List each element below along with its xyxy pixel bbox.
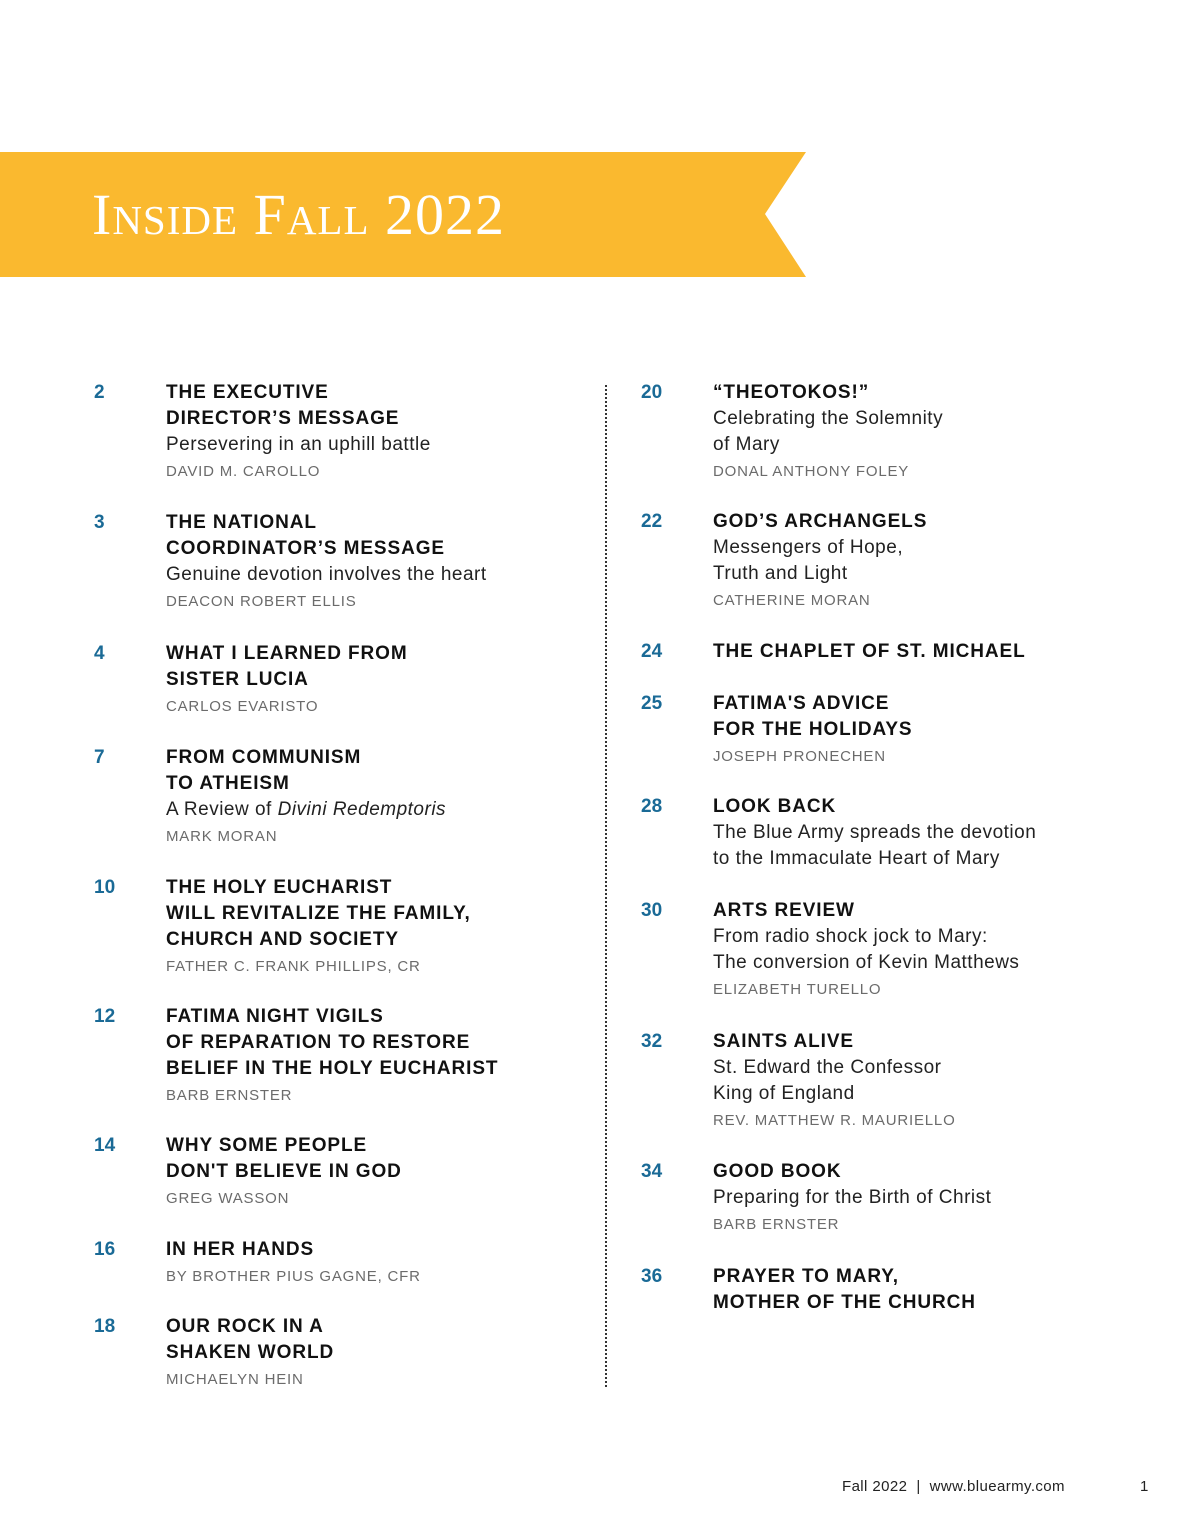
toc-title-line: OF REPARATION TO RESTORE [166,1032,471,1053]
toc-subtitle-line: Truth and Light [713,563,848,584]
toc-entry[interactable] [641,1264,1161,1316]
toc-title-line: THE NATIONAL [166,512,317,533]
toc-entry-body [713,639,1161,665]
page-title [92,184,505,246]
toc-page-number: 12 [94,1006,116,1027]
toc-subtitle-line: Genuine devotion involves the heart [166,564,487,585]
toc-subtitle-italic: Divini Redemptoris [277,799,447,820]
footer-issue: Fall 2022 [842,1478,908,1495]
toc-entry-body [166,1237,594,1291]
toc-author: MICHAELYN HEIN [166,1371,304,1388]
title-initial-i: I [92,182,113,247]
toc-title-line: FATIMA NIGHT VIGILS [166,1006,384,1027]
toc-subtitle-line: The conversion of Kevin Matthews [713,952,1020,973]
toc-page-number: 30 [641,900,663,921]
toc-title-line: DON'T BELIEVE IN GOD [166,1161,402,1182]
toc-subtitle-line: From radio shock jock to Mary: [713,926,988,947]
toc-page-number: 10 [94,877,116,898]
toc-title-line: TO ATHEISM [166,773,290,794]
title-initial-f: F [253,182,287,247]
toc-author: CATHERINE MORAN [713,592,871,609]
toc-title-line: “THEOTOKOS!” [713,382,870,403]
toc-page-number: 32 [641,1031,663,1052]
toc-author: FATHER C. FRANK PHILLIPS, CR [166,958,421,975]
toc-title-line: LOOK BACK [713,796,837,817]
toc-page-number: 18 [94,1316,116,1337]
toc-title-line: ARTS REVIEW [713,900,855,921]
toc-page-number: 20 [641,382,663,403]
toc-subtitle-line: Messengers of Hope, [713,537,904,558]
toc-subtitle-line: Preparing for the Birth of Christ [713,1187,992,1208]
toc-title-line: DIRECTOR’S MESSAGE [166,408,400,429]
toc-entry-body [713,380,1161,486]
toc-title-line: SHAKEN WORLD [166,1342,335,1363]
toc-page-number: 36 [641,1266,663,1287]
toc-subtitle-line: Celebrating the Solemnity [713,408,944,429]
toc-title-line: BELIEF IN THE HOLY EUCHARIST [166,1058,499,1079]
page-footer [842,1478,1065,1495]
toc-title-line: SAINTS ALIVE [713,1031,854,1052]
toc-page-number: 24 [641,641,663,662]
toc-title-line: MOTHER OF THE CHURCH [713,1292,976,1313]
toc-entry[interactable] [641,1159,1161,1239]
toc-page-number: 28 [641,796,663,817]
toc-entry-body [166,1314,594,1394]
toc-entry[interactable] [94,510,594,616]
toc-author: GREG WASSON [166,1190,290,1207]
toc-entry[interactable] [641,1029,1161,1135]
toc-subtitle-line: to the Immaculate Heart of Mary [713,848,1000,869]
toc-title-line: WHAT I LEARNED FROM [166,643,408,664]
toc-title-line: FROM COMMUNISM [166,747,362,768]
toc-entry-body [713,1264,1161,1316]
toc-page-number: 14 [94,1135,116,1156]
toc-subtitle-line: The Blue Army spreads the devotion [713,822,1037,843]
toc-entry-body [166,1133,594,1213]
toc-entry[interactable] [94,745,594,851]
toc-entry-body [166,745,594,851]
column-divider [605,385,607,1387]
toc-entry-body [166,1004,594,1110]
toc-page-number: 16 [94,1239,116,1260]
toc-entry-body [166,380,594,486]
toc-author: JOSEPH PRONECHEN [713,748,886,765]
toc-title-line: FATIMA'S ADVICE [713,693,890,714]
toc-page-number: 22 [641,511,663,532]
toc-title-line: WILL REVITALIZE THE FAMILY, [166,903,471,924]
toc-entry-body [713,509,1161,615]
toc-title-line: THE EXECUTIVE [166,382,329,403]
toc-page-number: 34 [641,1161,663,1182]
toc-title-line: COORDINATOR’S MESSAGE [166,538,445,559]
toc-entry[interactable] [94,380,594,486]
toc-entry[interactable] [94,641,594,721]
title-word-inside-rest: nside [112,182,239,247]
title-word-fall-rest: all [286,182,370,247]
toc-page-number: 3 [94,512,105,533]
toc-title-line: FOR THE HOLIDAYS [713,719,913,740]
toc-entry-body [713,691,1161,771]
toc-entry-body [713,794,1161,872]
toc-entry[interactable] [94,1004,594,1110]
toc-author: REV. MATTHEW R. MAURIELLO [713,1112,956,1129]
toc-title-line: THE HOLY EUCHARIST [166,877,393,898]
toc-subtitle-line: St. Edward the Confessor [713,1057,942,1078]
toc-entry-body [713,898,1161,1004]
footer-website: www.bluearmy.com [929,1478,1065,1495]
toc-page-number: 7 [94,747,105,768]
title-year: 2022 [385,182,506,247]
toc-entry[interactable] [641,509,1161,615]
toc-title-line: GOOD BOOK [713,1161,842,1182]
toc-title-line: CHURCH AND SOCIETY [166,929,399,950]
toc-author: DONAL ANTHONY FOLEY [713,463,910,480]
toc-author: ELIZABETH TURELLO [713,981,882,998]
toc-page-number: 25 [641,693,663,714]
toc-entry-body [713,1159,1161,1239]
toc-title-line: OUR ROCK IN A [166,1316,324,1337]
toc-subtitle-line: of Mary [713,434,780,455]
toc-author: BARB ERNSTER [713,1216,840,1233]
toc-author: CARLOS EVARISTO [166,698,319,715]
toc-entry[interactable] [641,691,1161,771]
toc-author: BARB ERNSTER [166,1087,293,1104]
toc-entry[interactable] [94,1314,594,1394]
toc-author: DEACON ROBERT ELLIS [166,593,357,610]
toc-author: BY BROTHER PIUS GAGNE, CFR [166,1268,421,1285]
toc-title-line: IN HER HANDS [166,1239,315,1260]
toc-author: MARK MORAN [166,828,278,845]
toc-entry[interactable] [94,875,594,981]
toc-subtitle-line: King of England [713,1083,855,1104]
toc-entry-body [166,641,594,721]
toc-title-line: WHY SOME PEOPLE [166,1135,368,1156]
toc-subtitle-line: Persevering in an uphill battle [166,434,431,455]
toc-entry[interactable] [641,898,1161,1004]
toc-subtitle-prefix: A Review of [166,799,278,820]
toc-entry-body [166,875,594,981]
toc-entry[interactable] [641,639,1161,665]
toc-title-line: GOD’S ARCHANGELS [713,511,928,532]
footer-separator: | [916,1478,921,1495]
toc-entry[interactable] [641,380,1161,486]
toc-author: DAVID M. CAROLLO [166,463,321,480]
toc-entry-body [166,510,594,616]
page-number: 1 [1140,1478,1149,1495]
toc-entry-body [713,1029,1161,1135]
toc-entry[interactable] [94,1237,594,1291]
toc-title-line: SISTER LUCIA [166,669,309,690]
toc-page-number: 2 [94,382,105,403]
toc-title-line: PRAYER TO MARY, [713,1266,899,1287]
toc-page-number: 4 [94,643,105,664]
toc-title-line: THE CHAPLET OF ST. MICHAEL [713,641,1026,662]
toc-entry[interactable] [641,794,1161,872]
toc-subtitle-line [166,797,594,823]
toc-entry[interactable] [94,1133,594,1213]
